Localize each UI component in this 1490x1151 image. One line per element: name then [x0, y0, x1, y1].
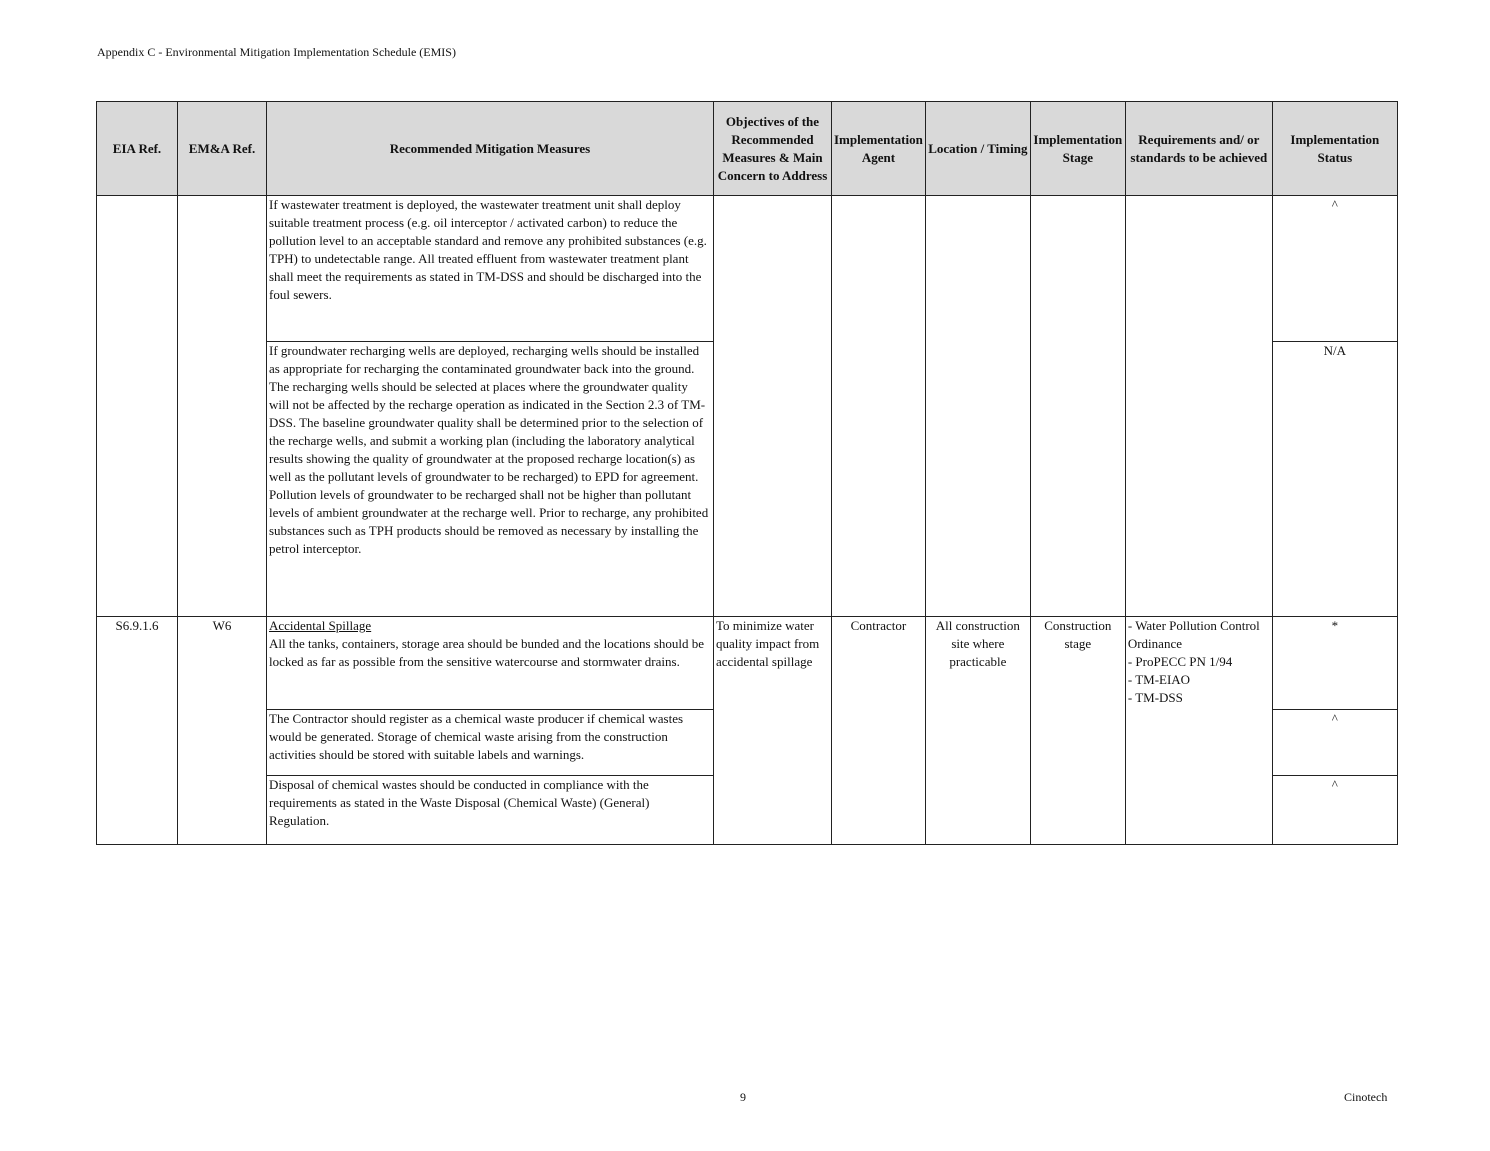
- col-requirements: Requirements and/ or standards to be achieved: [1125, 102, 1272, 196]
- ema-ref-cell: [178, 196, 267, 617]
- status-cell: *: [1272, 617, 1397, 710]
- emis-table: [96, 101, 1398, 845]
- page-number: 9: [740, 1090, 746, 1104]
- agent-cell: Contractor: [832, 617, 926, 845]
- ema-ref-cell: W6: [178, 617, 267, 845]
- status-cell: ^: [1272, 776, 1397, 845]
- requirements-cell: [1125, 617, 1272, 845]
- stage-cell: Construction stage: [1030, 617, 1125, 845]
- page-header: Appendix C - Environmental Mitigation Implementation Schedule (EMIS): [97, 45, 456, 59]
- eia-ref-cell: S6.9.1.6: [97, 617, 178, 845]
- objectives-cell: [714, 196, 832, 617]
- table-row: [97, 617, 1398, 710]
- location-cell: All construction site where practicable: [925, 617, 1030, 845]
- col-agent: Implementation Agent: [832, 102, 926, 196]
- col-location: Location / Timing: [925, 102, 1030, 196]
- requirement-item: - TM-DSS: [1127, 690, 1183, 705]
- header-row: [97, 102, 1398, 196]
- measure-heading: Accidental Spillage: [269, 618, 372, 633]
- col-objectives: Objectives of the Recommended Measures & Main Concern to Address: [714, 102, 832, 196]
- agent-cell: [832, 196, 926, 617]
- col-stage: Implementation Stage: [1030, 102, 1125, 196]
- eia-ref-cell: [97, 196, 178, 617]
- status-cell: ^: [1272, 710, 1397, 776]
- measure-text: If wastewater treatment is deployed, the wastewater treatment unit shall deploy suitable treatment process (e.g. oil interceptor / activated carbon) to reduce the pollution level to an acceptable standard and remove any prohibited substances (e.g. TPH) to undetectable range. All treated effluent from wastewater treatment plant shall meet the requirements as stated in TM-DSS and should be discharged into the foul sewers.: [267, 196, 714, 342]
- location-cell: [925, 196, 1030, 617]
- measure-text: The Contractor should register as a chemical waste producer if chemical wastes would be generated. Storage of chemical waste arising from the construction activities should be stored with suitable labels and warnings.: [267, 710, 714, 776]
- status-cell: N/A: [1272, 342, 1397, 617]
- requirement-item: - TM-EIAO: [1127, 672, 1191, 687]
- requirement-item: - ProPECC PN 1/94: [1127, 654, 1233, 669]
- company-name: Cinotech: [1344, 1090, 1388, 1104]
- requirement-item: - Water Pollution Control Ordinance: [1127, 618, 1260, 651]
- measure-text: All the tanks, containers, storage area should be bunded and the locations should be locked as far as possible from the sensitive watercourse and stormwater drains.: [269, 636, 705, 669]
- status-cell: ^: [1272, 196, 1397, 342]
- objectives-cell: To minimize water quality impact from accidental spillage: [714, 617, 832, 845]
- stage-cell: [1030, 196, 1125, 617]
- measure-text: Disposal of chemical wastes should be conducted in compliance with the requirements as stated in the Waste Disposal (Chemical Waste) (General) Regulation.: [267, 776, 714, 845]
- col-status: Implementation Status: [1272, 102, 1397, 196]
- col-ema-ref: EM&A Ref.: [178, 102, 267, 196]
- measure-cell: [267, 617, 714, 710]
- requirements-cell: [1125, 196, 1272, 617]
- measure-text: If groundwater recharging wells are deployed, recharging wells should be installed as appropriate for recharging the contaminated groundwater back into the ground. The recharging wells should be selected at places where the groundwater quality will not be affected by the recharge operation as indicated in the Section 2.3 of TM-DSS. The baseline groundwater quality shall be determined prior to the selection of the recharge wells, and submit a working plan (including the laboratory analytical results showing the quality of groundwater at the proposed recharge location(s) as well as the pollutant levels of groundwater to be recharged) to EPD for agreement. Pollution levels of groundwater to be recharged shall not be higher than pollutant levels of ambient groundwater at the recharge well. Prior to recharge, any prohibited substances such as TPH products should be removed as necessary by installing the petrol interceptor.: [267, 342, 714, 617]
- col-eia-ref: EIA Ref.: [97, 102, 178, 196]
- col-measures: Recommended Mitigation Measures: [267, 102, 714, 196]
- table-row: [97, 196, 1398, 342]
